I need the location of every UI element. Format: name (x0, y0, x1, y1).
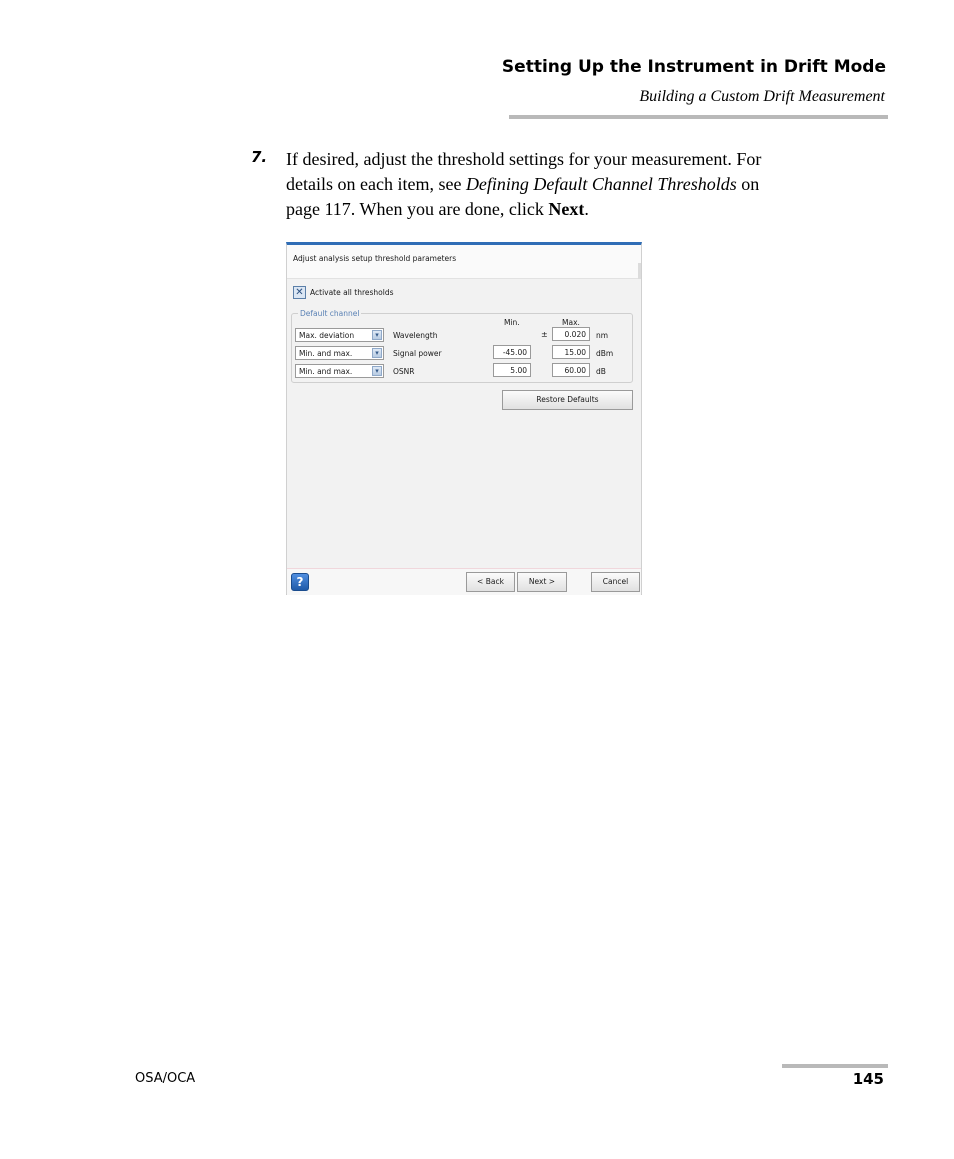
step-text-segment: on (736, 174, 760, 194)
help-icon[interactable]: ? (291, 573, 309, 591)
column-header-min: Min. (504, 318, 520, 327)
threshold-dialog (286, 242, 642, 595)
step-text-segment: . (584, 199, 589, 219)
step-text-segment: details on each item, see (286, 174, 466, 194)
param-osnr: OSNR (393, 367, 415, 376)
step-instruction (286, 147, 851, 222)
activate-all-label: Activate all thresholds (310, 288, 394, 297)
signal-power-mode-select[interactable] (295, 346, 384, 360)
plus-minus-sign: ± (541, 330, 548, 339)
chevron-down-icon[interactable]: ▾ (372, 348, 382, 358)
step-text-segment: page 117. When you are done, click (286, 199, 549, 219)
footer-rule (782, 1064, 888, 1068)
select-value: Min. and max. (299, 367, 353, 376)
running-header-title: Setting Up the Instrument in Drift Mode (501, 57, 886, 77)
group-legend: Default channel (300, 309, 360, 318)
cross-reference-link[interactable]: Defining Default Channel Thresholds (465, 174, 737, 194)
wavelength-mode-select[interactable] (295, 328, 384, 342)
checkmark-x-icon: ✕ (295, 287, 304, 298)
activate-all-checkbox[interactable] (293, 286, 306, 299)
osnr-mode-select[interactable] (295, 364, 384, 378)
select-value: Min. and max. (299, 349, 353, 358)
back-button[interactable]: < Back (466, 572, 515, 592)
wavelength-max-input[interactable]: 0.020 (552, 327, 590, 341)
page-number: 145 (852, 1070, 884, 1088)
select-value: Max. deviation (299, 331, 355, 340)
signal-power-max-input[interactable]: 15.00 (552, 345, 590, 359)
unit-dbm: dBm (596, 349, 614, 358)
column-header-max: Max. (562, 318, 580, 327)
dialog-title: Adjust analysis setup threshold parameters (293, 254, 457, 263)
step-number: 7. (251, 148, 268, 166)
next-keyword: Next (548, 199, 585, 219)
unit-nm: nm (596, 331, 609, 340)
dialog-footer (287, 568, 641, 595)
chevron-down-icon[interactable]: ▾ (372, 330, 382, 340)
osnr-min-input[interactable]: 5.00 (493, 363, 531, 377)
dialog-scrollbar[interactable] (638, 263, 641, 279)
osnr-max-input[interactable]: 60.00 (552, 363, 590, 377)
step-line-2 (286, 172, 851, 197)
unit-db: dB (596, 367, 606, 376)
footer-doc-name: OSA/OCA (135, 1071, 196, 1086)
dialog-header (287, 245, 641, 279)
step-line-3 (286, 197, 851, 222)
step-line-1: If desired, adjust the threshold settings for your measurement. For (286, 149, 762, 169)
header-rule (509, 115, 888, 119)
param-wavelength: Wavelength (393, 331, 438, 340)
restore-defaults-button[interactable]: Restore Defaults (502, 390, 633, 410)
next-button[interactable]: Next > (517, 572, 567, 592)
chevron-down-icon[interactable]: ▾ (372, 366, 382, 376)
running-header-subtitle: Building a Custom Drift Measurement (639, 88, 885, 105)
signal-power-min-input[interactable]: -45.00 (493, 345, 531, 359)
param-signal-power: Signal power (393, 349, 442, 358)
cancel-button[interactable]: Cancel (591, 572, 640, 592)
